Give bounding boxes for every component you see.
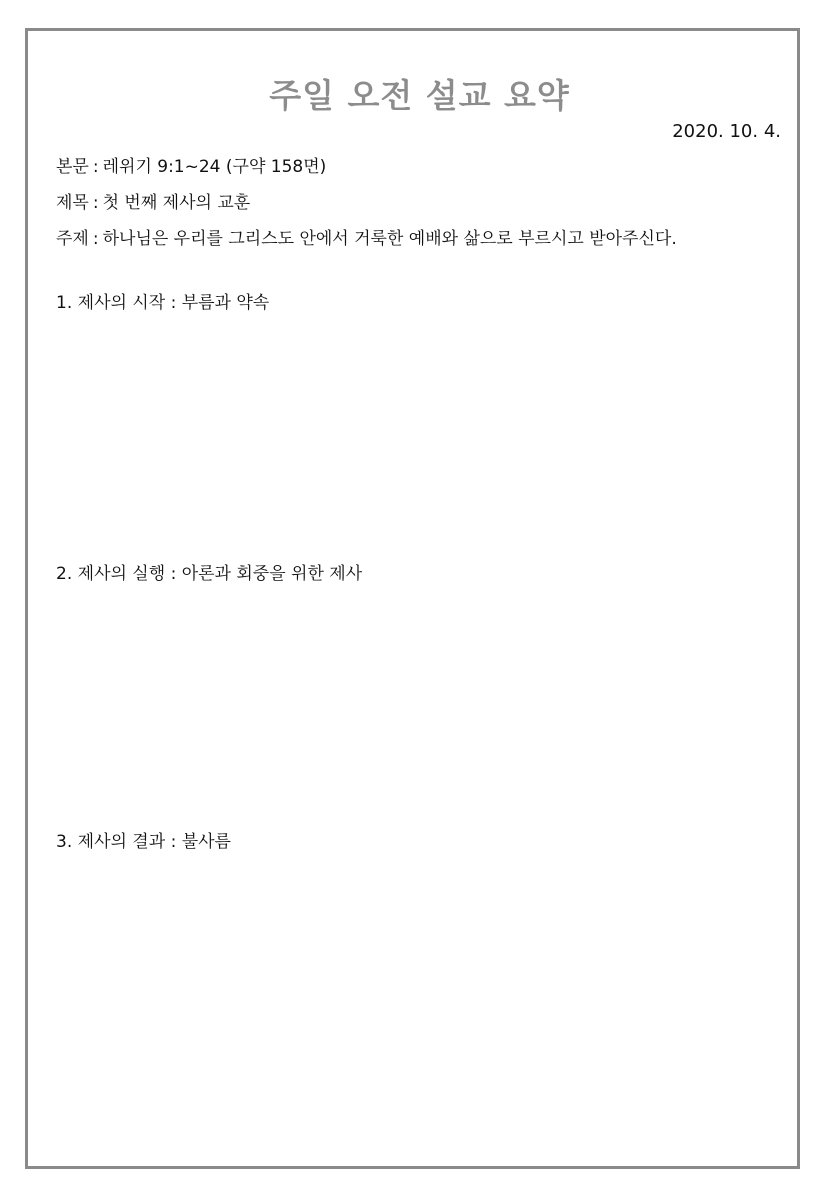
- sermon-title-label: 제목: [56, 193, 89, 213]
- page-title: 주일 오전 설교 요약: [269, 76, 570, 115]
- section-heading-1: [56, 292, 269, 314]
- section-number: 1.: [56, 293, 73, 313]
- sermon-title-line: [56, 192, 250, 214]
- scripture-value: 레위기 9:1~24 (구약 158면): [102, 157, 327, 177]
- section-number: 2.: [56, 564, 73, 584]
- sermon-theme-line: [56, 228, 677, 250]
- sermon-title-value: 첫 번째 제사의 교훈: [102, 193, 251, 213]
- section-subtitle: 불사름: [181, 832, 231, 852]
- section-title: 제사의 실행: [77, 564, 166, 584]
- section-title: 제사의 결과: [77, 832, 166, 852]
- sermon-theme-separator: :: [92, 229, 99, 249]
- section-separator: :: [170, 832, 177, 852]
- sermon-title-separator: :: [92, 193, 99, 213]
- section-subtitle: 부름과 약속: [181, 293, 270, 313]
- section-heading-3: [56, 831, 231, 853]
- section-heading-2: [56, 563, 362, 585]
- sermon-theme-label: 주제: [56, 229, 89, 249]
- section-separator: :: [170, 293, 177, 313]
- scripture-reference-line: [56, 156, 326, 178]
- section-separator: :: [170, 564, 177, 584]
- sermon-date: 2020. 10. 4.: [672, 121, 781, 142]
- section-number: 3.: [56, 832, 73, 852]
- section-title: 제사의 시작: [77, 293, 166, 313]
- section-subtitle: 아론과 회중을 위한 제사: [181, 564, 363, 584]
- scripture-separator: :: [92, 157, 99, 177]
- sermon-theme-value: 하나님은 우리를 그리스도 안에서 거룩한 예배와 삶으로 부르시고 받아주신다.: [102, 229, 677, 249]
- scripture-label: 본문: [56, 157, 89, 177]
